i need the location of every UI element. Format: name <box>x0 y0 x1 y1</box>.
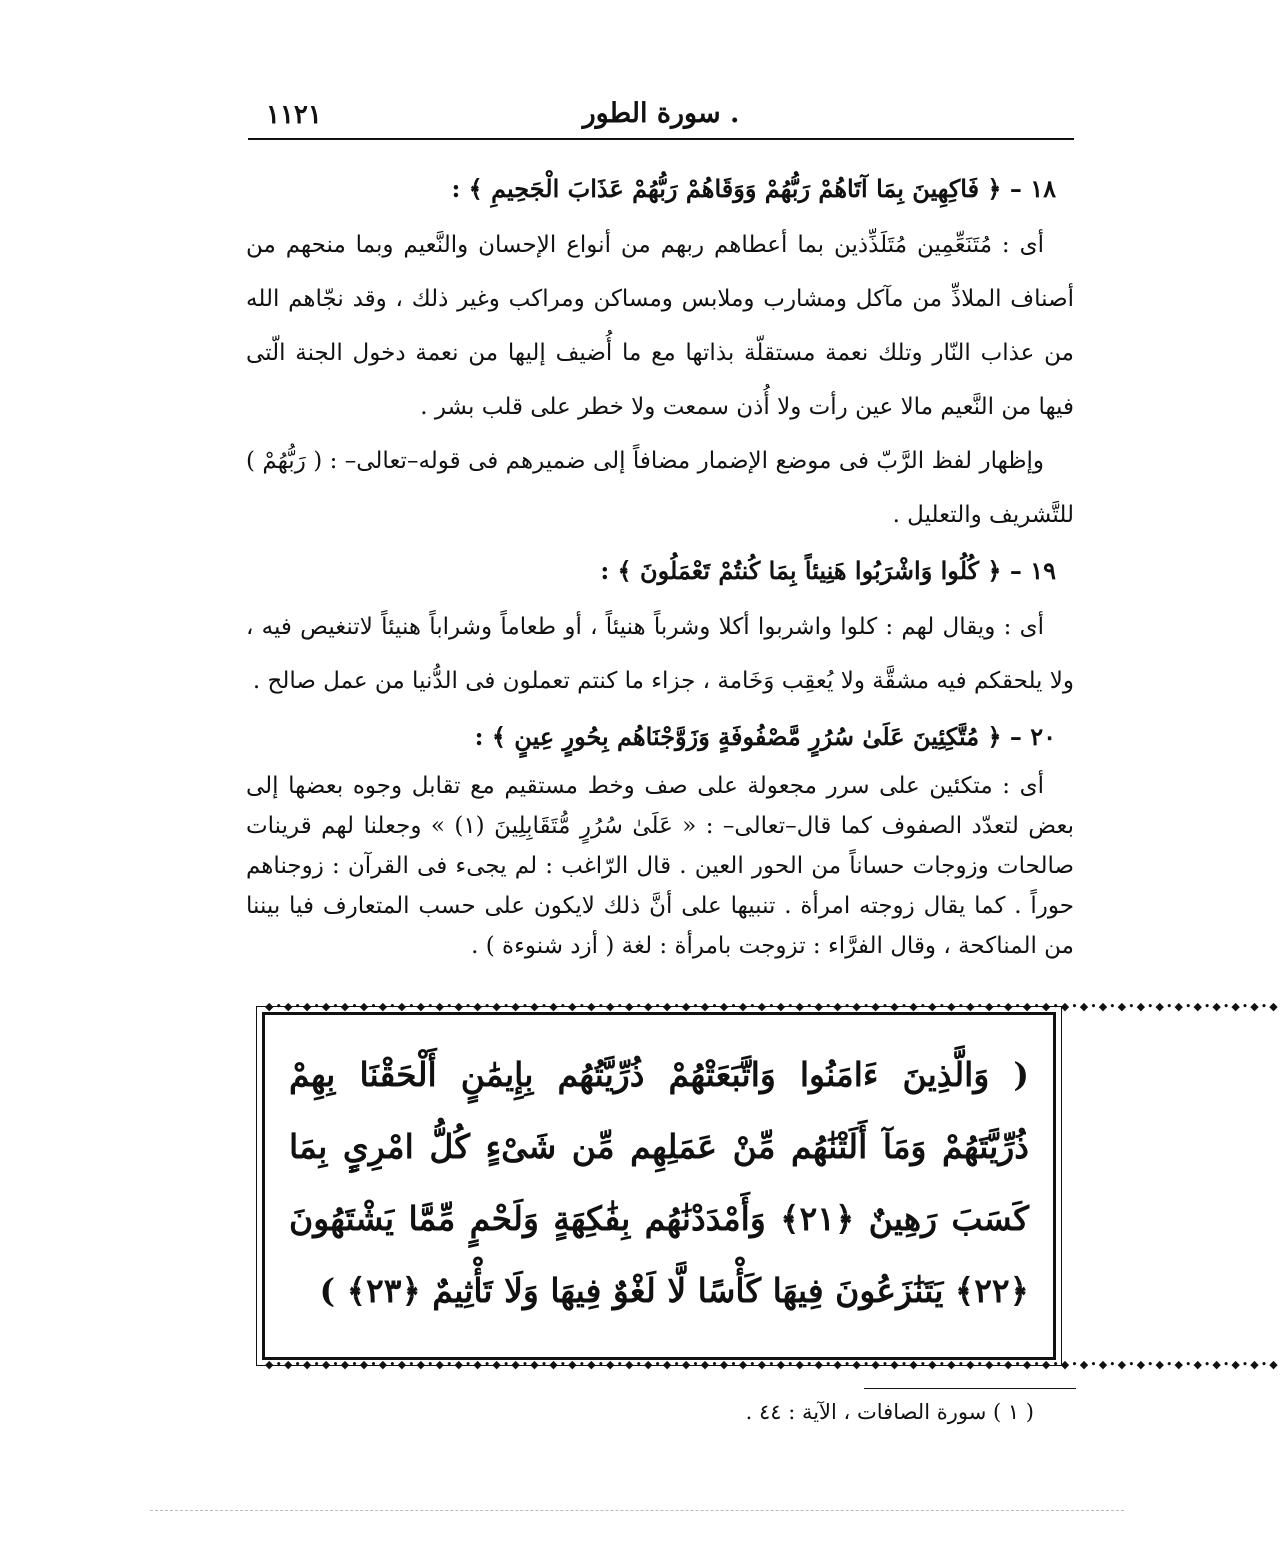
verse-heading-18: ١٨ – ﴿ فَاكِهِينَ بِمَا آتَاهُمْ رَبُّهُمْ وَوَقَاهُمْ رَبُّهُمْ عَذَابَ الْجَحِيمِ ﴾ : <box>451 174 1056 203</box>
header-rule <box>248 138 1074 140</box>
commentary-body <box>246 160 1074 966</box>
verse-heading-19: ١٩ – ﴿ كُلُوا وَاشْرَبُوا هَنِيئاً بِمَا كُنتُمْ تَعْمَلُونَ ﴾ : <box>600 556 1056 585</box>
commentary-paragraph: أى : متكئين على سرر مجعولة على صف وخط مستقيم مع تقابل وجوه بعضها إلى بعض لتعدّد الصفوف كما قال–تعالى– : « عَلَىٰ سُرُرٍ مُّتَقَابِلِينَ (١) » وجعلنا لهم قرينات صالحات وزوجات حساناً من الحور العين . قال الرّاغب : لم يجىء فى القرآن : زوجناهم حوراً . كما يقال زوجته امرأة . تنبيها على أنَّ ذلك لايكون على حسب المتعارف فيا بيننا من المناكحة ، وقال الفرَّاء : تزوجت بامرأة : لغة ( أزد شنوءة ) . <box>246 773 1074 959</box>
verse-heading-20: ٢٠ – ﴿ مُتَّكِئِينَ عَلَىٰ سُرُرٍ مَّصْفُوفَةٍ وَزَوَّجْنَاهُم بِحُورٍ عِينٍ ﴾ : <box>474 722 1056 751</box>
running-title: . سورة الطور <box>582 98 740 129</box>
footnote-rule <box>864 1388 1076 1389</box>
page-number: ١١٢١ <box>266 100 322 130</box>
ornamental-border-top: ◆•◆•◆•◆•◆•◆•◆•◆•◆•◆•◆•◆•◆•◆•◆•◆•◆•◆•◆•◆•◆•◆•◆•◆•◆•◆•◆•◆•◆•◆•◆•◆•◆•◆•◆•◆•◆•◆•◆•◆•◆•◆•◆•◆•◆•◆•◆•◆•◆•◆•◆•◆•◆•◆ <box>265 1000 1280 1013</box>
commentary-paragraph: وإظهار لفظ الرَّبّ فى موضع الإضمار مضافاً إلى ضميرهم فى قوله–تعالى– : ( رَبُّهُمْ ) للتَّشريف والتعليل . <box>246 448 1074 528</box>
quran-verse-text: ( وَالَّذِينَ ءَامَنُوا وَاتَّبَعَتْهُمْ ذُرِّيَّتُهُم بِإِيمَٰنٍ أَلْحَقْنَا بِهِمْ ذُرِّيَّتَهُمْ وَمَآ أَلَتْنَٰهُم مِّنْ عَمَلِهِم مِّن شَىْءٍ كُلُّ امْرِىٍٕ بِمَا كَسَبَ رَهِينٌ ﴿٢١﴾ وَأَمْدَدْنَٰهُم بِفَٰكِهَةٍ وَلَحْمٍ مِّمَّا يَشْتَهُونَ ﴿٢٢﴾ يَتَنَٰزَعُونَ فِيهَا كَأْسًا لَّا لَغْوٌ فِيهَا وَلَا تَأْثِيمٌ ﴿٢٣﴾ ) <box>289 1055 1029 1310</box>
commentary-paragraph: أى : مُتَنَعِّمِين مُتَلَذِّذين بما أعطاهم ربهم من أنواع الإحسان والنَّعيم وبما منحهم من أصناف الملاذِّ من مآكل ومشارب وملابس ومساكن ومراكب وغير ذلك ، وقد نجّاهم الله من عذاب النّار وتلك نعمة مستقلّة بذاتها مع ما أُضيف إليها من نعمة دخول الجنة الّتى فيها من النَّعيم مالا عين رأت ولا أُذن سمعت ولا خطر على قلب بشر . <box>246 232 1074 420</box>
ornamental-border-bottom: ◆•◆•◆•◆•◆•◆•◆•◆•◆•◆•◆•◆•◆•◆•◆•◆•◆•◆•◆•◆•◆•◆•◆•◆•◆•◆•◆•◆•◆•◆•◆•◆•◆•◆•◆•◆•◆•◆•◆•◆•◆•◆•◆•◆•◆•◆•◆•◆•◆•◆•◆•◆•◆•◆ <box>265 1358 1280 1371</box>
quran-verse-box <box>262 1000 1280 1371</box>
commentary-paragraph: أى : ويقال لهم : كلوا واشربوا أكلا وشرباً هنيئاً ، أو طعاماً وشراباً هنيئاً لاتنغيص فيه ، ولا يلحقكم فيه مشقَّة ولا يُعقِب وَخَامة ، جزاء ما كنتم تعملون فى الدُّنيا من عمل صالح . <box>246 614 1074 694</box>
scan-edge-line <box>150 1510 1124 1511</box>
page-header <box>248 96 1074 136</box>
footnote: ( ١ ) سورة الصافات ، الآية : ٤٤ . <box>745 1400 1034 1424</box>
